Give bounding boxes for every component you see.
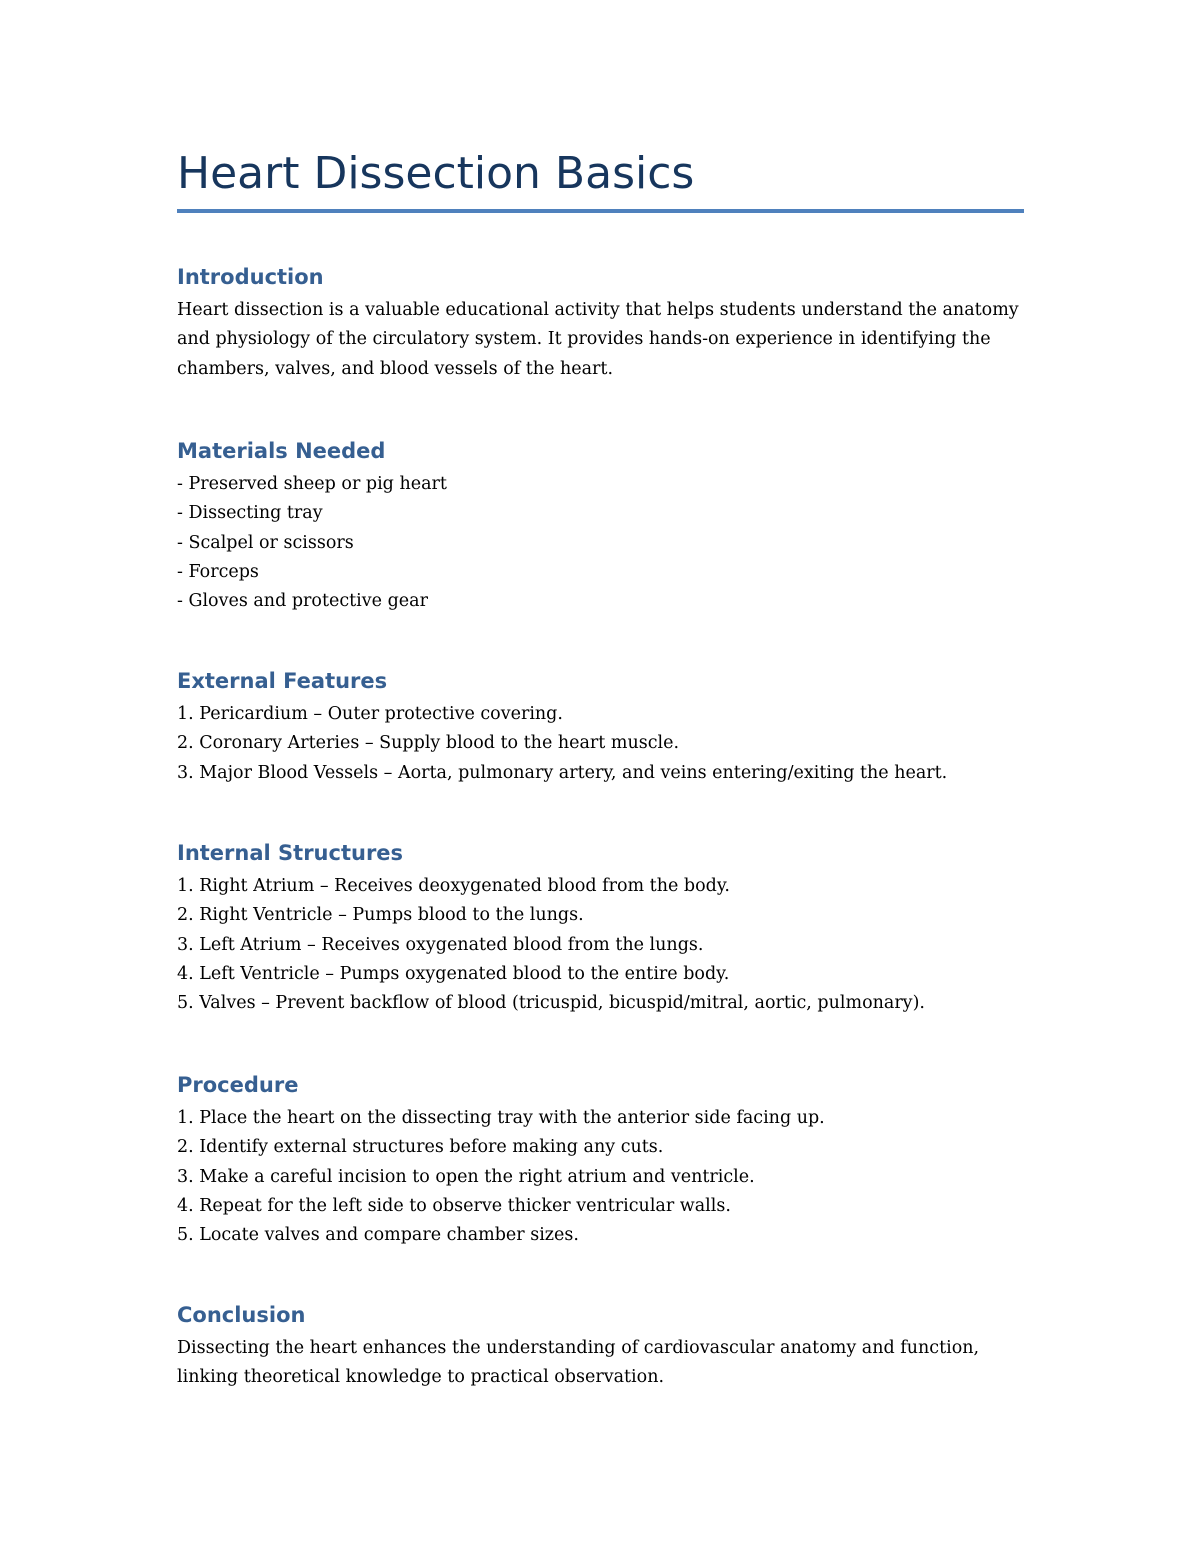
introduction-heading: Introduction [177, 265, 324, 289]
list-item: 3. Left Atrium – Receives oxygenated blood from the lungs. [177, 934, 704, 955]
list-item: - Forceps [177, 561, 259, 582]
list-item: - Preserved sheep or pig heart [177, 474, 447, 494]
list-item: 5. Valves – Prevent backflow of blood (tricuspid, bicuspid/mitral, aortic, pulmonary). [177, 993, 925, 1014]
list-item: - Dissecting tray [177, 503, 323, 524]
conclusion-heading: Conclusion [177, 1303, 306, 1327]
external-features-list [177, 700, 1025, 788]
materials-heading: Materials Needed [177, 439, 386, 463]
list-item: 2. Coronary Arteries – Supply blood to the heart muscle. [177, 733, 680, 754]
section-external-features [177, 666, 1025, 788]
list-item: 2. Identify external structures before making any cuts. [177, 1137, 664, 1158]
section-introduction [177, 262, 1025, 384]
list-item: 4. Repeat for the left side to observe thicker ventricular walls. [177, 1195, 731, 1216]
conclusion-paragraph: Dissecting the heart enhances the understanding of cardiovascular anatomy and function, linking theoretical knowledge to practical observation. [177, 1338, 980, 1388]
list-item: 5. Locate valves and compare chamber sizes. [177, 1225, 579, 1246]
external-features-heading: External Features [177, 669, 388, 693]
list-item: 3. Major Blood Vessels – Aorta, pulmonary artery, and veins entering/exiting the heart. [177, 762, 948, 783]
list-item: 1. Right Atrium – Receives deoxygenated blood from the body. [177, 876, 730, 896]
section-conclusion [177, 1300, 1025, 1393]
list-item: 2. Right Ventricle – Pumps blood to the lungs. [177, 905, 584, 926]
list-item: 1. Pericardium – Outer protective covering. [177, 704, 563, 724]
page-title: Heart Dissection Basics [177, 148, 695, 199]
section-materials [177, 436, 1025, 616]
materials-list [177, 470, 1025, 616]
procedure-heading: Procedure [177, 1073, 299, 1097]
internal-structures-list [177, 872, 1025, 1018]
section-internal-structures [177, 838, 1025, 1018]
list-item: 3. Make a careful incision to open the right atrium and ventricle. [177, 1166, 755, 1187]
internal-structures-heading: Internal Structures [177, 841, 404, 865]
procedure-list [177, 1104, 1025, 1250]
list-item: - Gloves and protective gear [177, 591, 428, 612]
list-item: 4. Left Ventricle – Pumps oxygenated blood to the entire body. [177, 963, 730, 984]
section-procedure [177, 1070, 1025, 1250]
introduction-paragraph: Heart dissection is a valuable educational activity that helps students understand the anatomy and physiology of the circulatory system. It provides hands-on experience in identifying the chambers, valves, and blood vessels of the heart. [177, 300, 1019, 379]
list-item: 1. Place the heart on the dissecting tray with the anterior side facing up. [177, 1108, 825, 1128]
list-item: - Scalpel or scissors [177, 532, 354, 553]
title-underline [177, 209, 1024, 213]
